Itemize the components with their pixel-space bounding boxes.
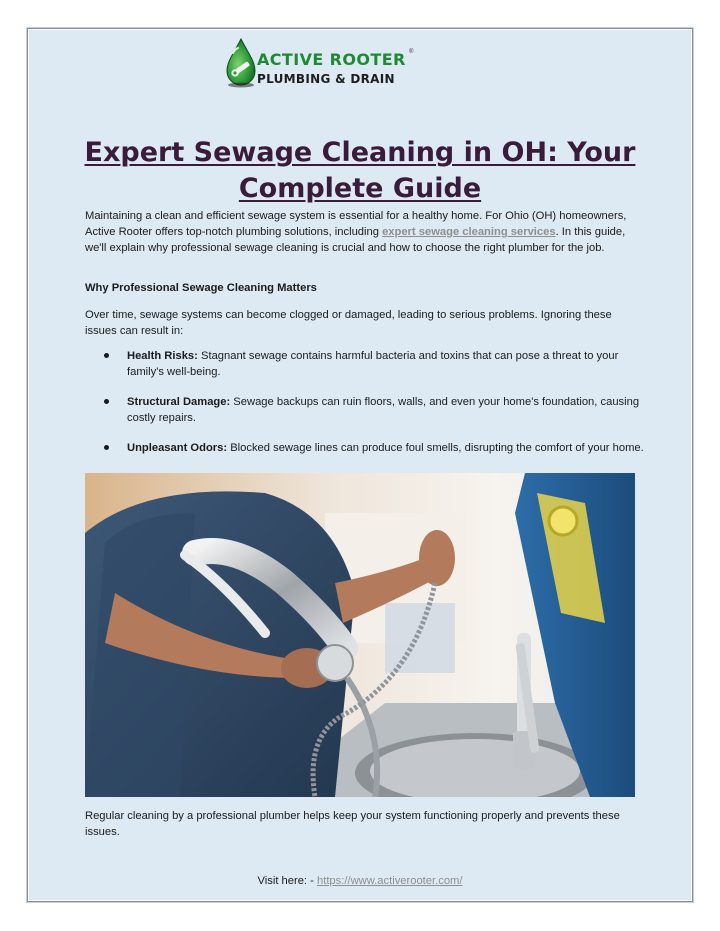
list-item — [85, 348, 645, 380]
intro-text-end: . In this guide, we'll explain why professional sewage cleaning is crucial and how to choose the right plumber for the job. — [85, 226, 626, 254]
website-link[interactable]: https://www.activerooter.com/ — [316, 875, 463, 887]
logo-wordmark: ACTIVE ROOTER — [257, 50, 406, 69]
water-drop-wrench-icon — [224, 37, 258, 89]
list-item-term: Unpleasant Odors: — [127, 442, 228, 454]
list-item — [85, 440, 645, 456]
footer-line — [28, 875, 692, 887]
section-heading: Why Professional Sewage Cleaning Matters — [85, 282, 317, 294]
bullet-dot-icon — [104, 445, 109, 450]
footer-label: Visit here: - — [257, 875, 317, 887]
section-lead-paragraph: Over time, sewage systems can become clogged or damaged, leading to serious problems. Ignoring these issues can result in: — [85, 309, 612, 337]
list-item — [85, 394, 645, 426]
list-item-text: Sewage backups can ruin floors, walls, and even your home's foundation, causing costly repairs. — [127, 396, 640, 424]
list-item-text: Stagnant sewage contains harmful bacteria and toxins that can pose a threat to your family's well-being. — [127, 350, 619, 378]
page-title: Expert Sewage Cleaning in OH: Your Complete Guide — [84, 137, 636, 204]
intro-text-start: Maintaining a clean and efficient sewage system is essential for a healthy home. For Ohio (OH) homeowners, Active Rooter offers top-notch plumbing solutions, including — [85, 210, 627, 238]
list-item-text: Blocked sewage lines can produce foul smells, disrupting the comfort of your home. — [227, 442, 644, 454]
plumber-installing-faucet-illustration — [85, 473, 635, 797]
logo-tagline: PLUMBING & DRAIN — [257, 72, 395, 86]
brand-logo[interactable] — [224, 37, 424, 91]
list-item-term: Health Risks: — [127, 350, 198, 362]
risks-list — [85, 348, 645, 470]
list-item-term: Structural Damage: — [127, 396, 231, 408]
bullet-dot-icon — [104, 399, 109, 404]
closing-paragraph: Regular cleaning by a professional plumber helps keep your system functioning properly and prevents these issues. — [85, 810, 620, 838]
sewage-cleaning-services-link[interactable]: expert sewage cleaning services — [382, 226, 556, 238]
plumber-photo — [85, 473, 635, 797]
bullet-dot-icon — [104, 353, 109, 358]
document-page — [27, 28, 693, 902]
registered-mark: ® — [409, 49, 414, 55]
intro-paragraph — [85, 208, 645, 256]
